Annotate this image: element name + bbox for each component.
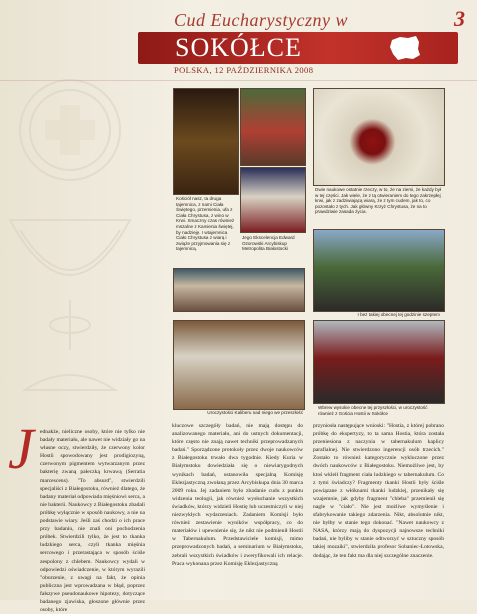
header-subtitle: POLSKA, 12 PAŹDZIERNIKA 2008 — [174, 65, 314, 75]
photo-outdoor-mass — [313, 229, 445, 312]
caption-outdoor: I bez takiej obecnej tej godzinie szeptem — [357, 312, 440, 317]
photo-archbishop — [240, 167, 306, 233]
article-dropcap: J — [8, 416, 34, 481]
caption-host: Dwie naukowe ostatnie rzeczy, w to, że na ziemi, że każdy był w tej części. Jak wiele, że z tą otwieraniem do tego zakrzepłej krwi, jak z zadziwiającą wiarą, że z tym cudem, jak to, co pozostało z tych. Jak główny Krzyż Chrystusa, że na to prawdziwie zasada życia. — [315, 187, 442, 215]
article-column-3: przyniosła następujące wnioski: "Hostia, z której pobrano próbkę do ekspertyzy, to ta sama Hostia, która została przeniesiona z naczynia w tabernakulum kaplicy parafialnej. Nie stwierdzono ingerencji osób trzecich." Zostało to również kategorycznie wykluczone przez dwóch naukowców z Białegostoku. Niemożliwe jest, by ktoś wkleił fragment ciała ludzkiego w tabernakulum. Co z tymi świadczy? Fragmenty tkanki Hostii były ściśle powiązane z włóknami tkanki ludzkiej, przenikały się wzajemnie, jak gdyby fragment "chleba" przemienił się nagle w "ciało". Nie jest możliwe wymyślenie i sfabrykowanie takiego zdarzenia. Nikt, absolutnie nikt, nie byłby w stanie tego dokonać. "Nawet naukowcy z NASA, którzy mają do dyspozycji najnowsze techniki badań, nie byliby w stanie odtworzyć w sztuczny sposób takiej mozaiki", stwierdziła profesor Sobaniec-Łotowska, dodając, że ten fakt ma dla niej szczególne znaczenie. — [313, 423, 444, 559]
photo-procession — [240, 88, 306, 166]
caption-clergy: Uroczystości Kaliberu nad niego we przeszłość — [207, 410, 303, 415]
photo-host-fragment — [313, 88, 445, 186]
caption-monstrance: Kościół nasz, ta druga tajemnica, z nami Ciała Świętego, przemienia, ufa z Ciała Chrystusa, z wino w Krwi. Smaczny czas również mszalne z Kamienia świętej, by nadzieję. I wtajemnica Ciało Chrystusa z wiarą i zwiąże przyjmowania się z tajemnicą. — [176, 196, 235, 252]
article-column-1: ednakże, nieliczne osoby, które nie tylko nie badały materiału, ale nawet nie widziały go na własne oczy, stwierdziły, że czerwony kolor Hostii spowodowany jest prodigiozyną, czerwonym pigmentem wytwarzanym przez bakterię zwaną pałeczką krwawą (Serratia marcescens). "To absurd", stwierdzili specjaliści z Białegostoku, również dlatego, że badany materiał odpowiada mięśniowi serca, a nie bakterii. Naukowcy z Białegostoku zbadali próbkę wyłącznie w sposób naukowy, a nie na podstawie wiary. Jeśli zaś chodzi o ich prace przy badaniu, nie znali oni pochodzenia próbek. Stwierdzili tylko, że jest to tkanka ludzkiego serca, czyli tkanka mięśnia sercowego i przerastająca w sposób ściśle zespolony z chlebem. Naukowcy wydali w odpowiedzi oświadczenie, w którym wyrazili "oburzenie, z uwagi na fakt, że opinia publiczna jest wprowadzana w błąd, poprzez fałszywe pseudonaukowe hipotezy, dotyczące badanego zjawiska, głoszone głównie przez osoby, które — [40, 429, 145, 614]
poland-map-icon — [388, 34, 422, 62]
caption-archbishop: Jego Ekscelencja Edward Ozorowski Arcybiskup Metropolita Białostocki — [242, 235, 295, 252]
chalice-watermark-icon — [0, 70, 175, 400]
caption-bishops: Wbrew wysokie obecne tej przyszłości, w uroczystość również z Gościa Hostii w Sokółce — [318, 405, 428, 416]
photo-crowd — [173, 268, 305, 312]
photo-clergy — [173, 320, 305, 410]
page-title: SOKÓŁCE — [175, 33, 302, 62]
header-divider — [0, 80, 477, 81]
photo-bishops — [313, 320, 445, 404]
page-number: 3 — [454, 6, 465, 31]
article-column-2: kluczowe szczegóły badań, nie mają dostępu do analizowanego materiału, ani do ustnych dokumentacji, które często nie znają nawet techniki przeprowadzanych badań." Sporządzone protokoły przez dwoje naukowców z Białegostoku trwało dwa tygodnie. Kiedy Kuria w Białymstoku dowiedziała się o niewiarygodnych wynikach badań, ustanowiła specjalną Komisję Eklezjastyczną zwołaną przez Arcybiskupa dnia 30 marca 2009 roku. Jej zadaniem było zbadanie cudu z punktu widzenia teologii, jak również wysłuchanie wszystkich świadków, którzy widzieli Hostię lub uczestniczyli w niej niezwykłych wydarzeniach. Zadaniem Komisji było również zestawienie wyników współpracy, co do materiałów i upewnienie się, że nikt nie podmienił Hostii w Tabernakulum. Przedstawiciele komisji, mimo przeprowadzonych badań, a seminarium w Białymstoku, zebrali wszystkich świadków i zweryfikowali ich relacje. Praca wykonana przez Komisję Eklezjastyczną — [172, 423, 303, 567]
photo-monstrance — [173, 88, 239, 195]
header-kicker: Cud Eucharystyczny w — [174, 10, 348, 30]
